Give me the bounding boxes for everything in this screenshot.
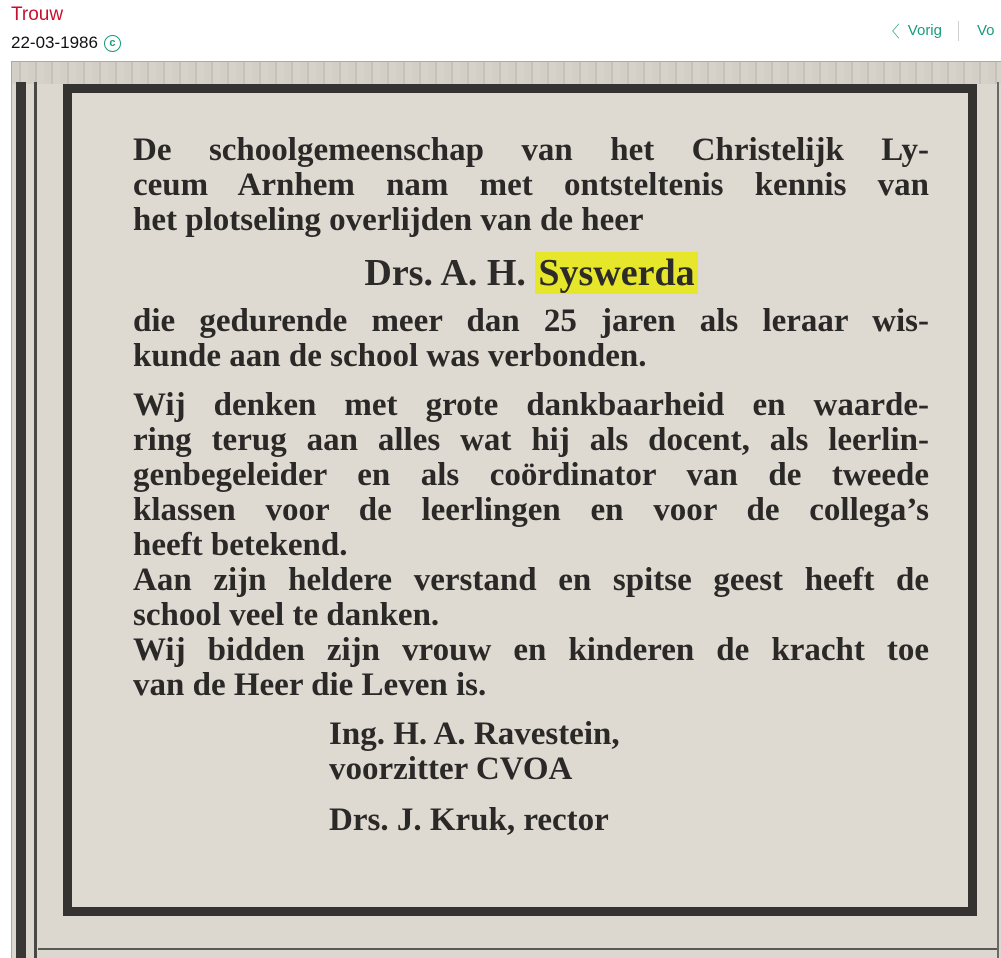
service-line: kunde aan de school was verbonden.: [133, 338, 647, 374]
tribute-line: ring terug aan alles wat hij als docent, als leerlin-: [133, 422, 929, 458]
clipping-left-line: [34, 82, 37, 958]
tribute-line: Wij denken met grote dankbaarheid en waarde-: [133, 387, 929, 423]
highlighted-search-term: Syswerda: [535, 252, 697, 294]
signatory-name: Ing. H. A. Ravestein,: [329, 716, 620, 752]
service-line: die gedurende meer dan 25 jaren als leraar wis-: [133, 303, 929, 339]
chevron-left-icon: 〈: [883, 24, 900, 41]
clipping-bottom-line: [38, 948, 997, 950]
signatory-title: voorzitter CVOA: [329, 751, 573, 787]
next-button[interactable]: Vo: [977, 22, 995, 39]
tribute-line: klassen voor de leerlingen en voor de collega’s: [133, 492, 929, 528]
prayer-line: Wij bidden zijn vrouw en kinderen de kracht toe: [133, 632, 929, 668]
tribute-line: heeft betekend.: [133, 527, 348, 563]
intro-line: ceum Arnhem nam met ontsteltenis kennis van: [133, 167, 929, 203]
gratitude-line: school veel te danken.: [133, 597, 440, 633]
copyright-icon[interactable]: c: [104, 35, 121, 52]
date-text: 22-03-1986: [11, 33, 98, 52]
signatory-rector: Drs. J. Kruk, rector: [329, 802, 609, 838]
gratitude-line: Aan zijn heldere verstand en spitse geest heeft de: [133, 562, 929, 598]
intro-line: het plotseling overlijden van de heer: [133, 202, 644, 238]
deceased-name: [133, 252, 929, 294]
previous-label: Vorig: [907, 22, 942, 39]
name-prefix: Drs. A. H.: [364, 252, 526, 294]
clipping-top-edge: [12, 62, 1001, 84]
article-navigation: [884, 19, 1001, 42]
tribute-line: genbegeleider en als coördinator van de tweede: [133, 457, 929, 493]
obituary-text: [133, 133, 929, 838]
clipping-left-column-rule: [16, 82, 26, 958]
newspaper-clipping-image: [11, 61, 1001, 958]
prayer-line: van de Heer die Leven is.: [133, 667, 487, 703]
newspaper-source-link[interactable]: Trouw: [11, 4, 64, 25]
intro-line: De schoolgemeenschap van het Christelijk Ly-: [133, 132, 929, 168]
publication-date: [11, 33, 121, 53]
obituary-frame: [63, 84, 977, 916]
clipping-right-line: [997, 82, 999, 958]
previous-button[interactable]: [884, 19, 958, 42]
